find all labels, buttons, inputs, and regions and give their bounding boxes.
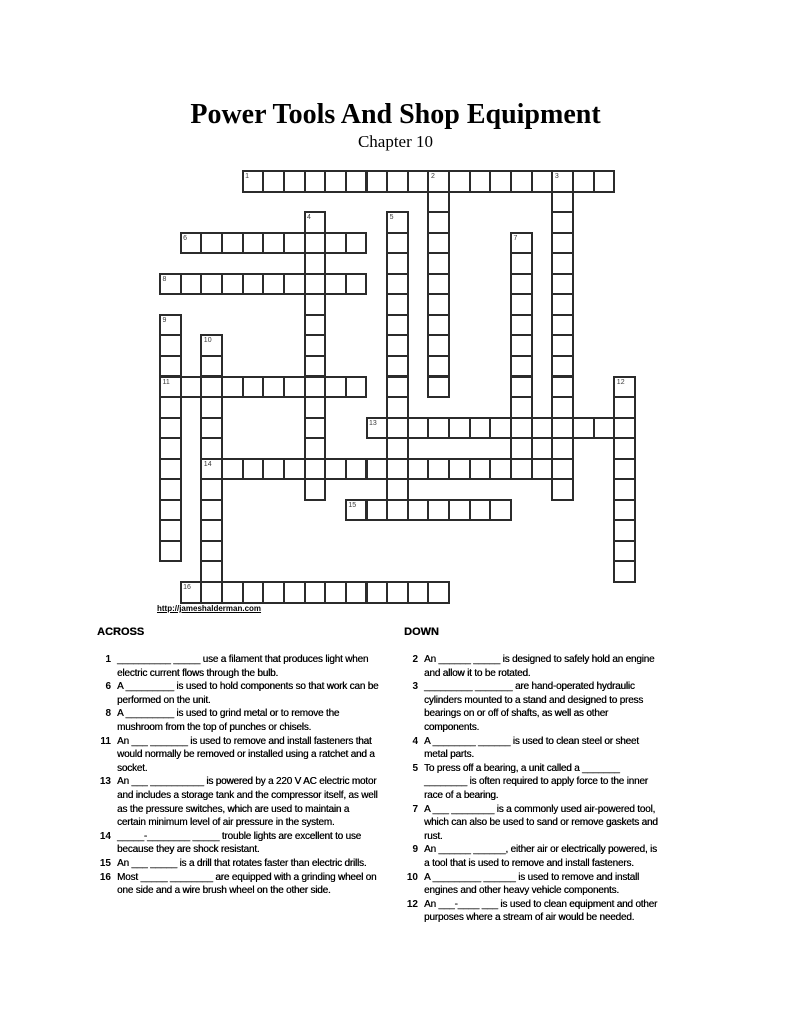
clue-item	[404, 871, 666, 898]
grid-cell	[613, 437, 636, 460]
across-section	[97, 626, 389, 898]
grid-cell	[386, 232, 409, 255]
grid-cell	[510, 376, 533, 399]
clue-item	[404, 735, 666, 762]
clue-text: Most _____ ________ are equipped with a grinding wheel on one side and a wire brush wheel on the other side.	[117, 871, 377, 897]
grid-cell	[386, 293, 409, 316]
grid-cell	[510, 273, 533, 296]
grid-cell	[448, 499, 471, 522]
grid-cell	[304, 437, 327, 460]
grid-cell	[427, 293, 450, 316]
grid-cell	[159, 458, 182, 481]
grid-cell	[489, 417, 512, 440]
grid-cell	[489, 499, 512, 522]
grid-cell	[324, 458, 347, 481]
clue-item	[97, 735, 389, 776]
grid-cell	[593, 170, 616, 193]
grid-cell	[427, 417, 450, 440]
grid-cell	[510, 417, 533, 440]
grid-cell	[551, 232, 574, 255]
grid-cell	[386, 273, 409, 296]
grid-cell	[304, 170, 327, 193]
grid-cell	[613, 540, 636, 563]
clue-item	[404, 653, 666, 680]
grid-cell	[551, 458, 574, 481]
grid-cell	[200, 273, 223, 296]
cell-number: 4	[307, 214, 311, 222]
clue-number: 8	[105, 708, 111, 720]
grid-cell	[551, 334, 574, 357]
grid-cell	[572, 417, 595, 440]
grid-cell	[407, 499, 430, 522]
grid-cell	[345, 232, 368, 255]
grid-cell	[200, 581, 223, 604]
grid-cell	[427, 211, 450, 234]
grid-cell	[324, 581, 347, 604]
grid-cell	[180, 376, 203, 399]
clue-text: An ___-____ ___ is used to clean equipment and other purposes where a stream of air would be needed.	[424, 898, 658, 924]
grid-cell	[180, 232, 203, 255]
grid-cell	[386, 334, 409, 357]
grid-cell	[407, 581, 430, 604]
clue-text: To press off a bearing, a unit called a _______ ________ is often required to apply force to the inner race of a bearing.	[424, 762, 648, 801]
grid-cell	[448, 170, 471, 193]
grid-cell	[304, 478, 327, 501]
grid-cell	[613, 458, 636, 481]
grid-cell	[304, 355, 327, 378]
cell-number: 5	[389, 214, 394, 222]
clue-item	[97, 871, 389, 898]
clue-item	[97, 857, 389, 871]
grid-cell	[221, 232, 244, 255]
grid-cell	[448, 458, 471, 481]
grid-cell	[200, 355, 223, 378]
grid-cell	[221, 376, 244, 399]
grid-cell	[200, 499, 223, 522]
grid-cell	[386, 478, 409, 501]
grid-cell	[551, 314, 574, 337]
clue-number: 6	[105, 681, 111, 693]
grid-cell	[304, 376, 327, 399]
grid-cell	[551, 170, 574, 193]
grid-cell	[386, 314, 409, 337]
grid-cell	[386, 211, 409, 234]
grid-cell	[386, 355, 409, 378]
down-clues-list	[404, 653, 666, 925]
grid-cell	[551, 478, 574, 501]
clue-number: 10	[406, 871, 418, 883]
grid-cell	[345, 581, 368, 604]
grid-cell	[366, 417, 389, 440]
grid-cell	[551, 191, 574, 214]
clue-text: A _________ is used to hold components so that work can be performed on the unit.	[117, 681, 379, 706]
grid-cell	[469, 417, 492, 440]
grid-cell	[510, 293, 533, 316]
grid-cell	[200, 417, 223, 440]
grid-cell	[304, 458, 327, 481]
grid-cell	[159, 314, 182, 337]
down-heading: DOWN	[404, 626, 439, 638]
grid-cell	[159, 519, 182, 542]
clue-number: 5	[412, 762, 418, 774]
clue-text: An ______ _____ is designed to safely hold an engine and allow it to be rotated.	[424, 654, 655, 679]
grid-cell	[262, 232, 285, 255]
clue-number: 7	[412, 803, 418, 815]
grid-cell	[345, 273, 368, 296]
source-link[interactable]: http://jameshalderman.com	[157, 604, 262, 613]
grid-cell	[324, 232, 347, 255]
grid-cell	[386, 437, 409, 460]
grid-cell	[427, 252, 450, 275]
cell-number: 16	[183, 584, 191, 591]
grid-cell	[200, 376, 223, 399]
clue-item	[404, 898, 666, 925]
grid-cell	[386, 396, 409, 419]
grid-cell	[159, 355, 182, 378]
cell-number: 9	[162, 316, 167, 324]
grid-cell	[613, 499, 636, 522]
clue-text: An ______ ______, either air or electrically powered, is a tool that is used to remove and install fasteners.	[424, 844, 657, 869]
grid-cell	[200, 396, 223, 419]
grid-cell	[531, 458, 554, 481]
grid-cell	[366, 581, 389, 604]
grid-cell	[304, 396, 327, 419]
grid-cell	[262, 376, 285, 399]
clue-number: 9	[412, 844, 418, 856]
cell-number: 7	[513, 234, 518, 242]
grid-cell	[159, 478, 182, 501]
grid-cell	[448, 417, 471, 440]
cell-number: 13	[369, 419, 377, 427]
clue-item	[404, 843, 666, 870]
grid-cell	[262, 458, 285, 481]
grid-cell	[469, 170, 492, 193]
grid-cell	[345, 458, 368, 481]
grid-cell	[366, 170, 389, 193]
grid-cell	[551, 211, 574, 234]
clue-item	[97, 707, 389, 734]
grid-cell	[427, 334, 450, 357]
page-title: Power Tools And Shop Equipment	[190, 99, 601, 130]
clue-number: 16	[99, 871, 111, 883]
cell-number: 3	[554, 173, 559, 180]
grid-cell	[159, 417, 182, 440]
grid-cell	[427, 170, 450, 193]
grid-cell	[489, 458, 512, 481]
grid-cell	[613, 478, 636, 501]
grid-cell	[551, 355, 574, 378]
cell-number: 8	[162, 275, 167, 283]
across-heading: ACROSS	[97, 626, 145, 638]
clue-text: A ________ ______ is used to clean steel or sheet metal parts.	[424, 735, 639, 761]
grid-cell	[159, 437, 182, 460]
grid-cell	[551, 417, 574, 440]
grid-cell	[613, 560, 636, 583]
grid-cell	[304, 211, 327, 234]
grid-cell	[386, 581, 409, 604]
grid-cell	[510, 355, 533, 378]
clue-item	[97, 830, 389, 857]
grid-cell	[200, 540, 223, 563]
clue-text: A _________ ______ is used to remove and install engines and other heavy vehicle components.	[424, 871, 640, 897]
cell-number: 12	[616, 378, 625, 386]
grid-cell	[221, 458, 244, 481]
grid-cell	[242, 458, 265, 481]
grid-cell	[283, 273, 306, 296]
clue-item	[97, 653, 389, 680]
grid-cell	[427, 273, 450, 296]
clue-text: An ___ _____ is a drill that rotates faster than electric drills.	[117, 857, 367, 869]
grid-cell	[242, 376, 265, 399]
grid-cell	[200, 560, 223, 583]
grid-cell	[159, 396, 182, 419]
grid-cell	[551, 437, 574, 460]
grid-cell	[200, 458, 223, 481]
grid-cell	[510, 170, 533, 193]
chapter-subtitle: Chapter 10	[357, 132, 434, 151]
grid-cell	[200, 334, 223, 357]
grid-cell	[613, 519, 636, 542]
grid-cell	[304, 417, 327, 440]
crossword-grid	[159, 170, 639, 606]
clue-item	[404, 680, 666, 734]
grid-cell	[469, 499, 492, 522]
grid-cell	[386, 499, 409, 522]
grid-cell	[345, 376, 368, 399]
grid-cell	[386, 458, 409, 481]
grid-cell	[551, 252, 574, 275]
grid-cell	[180, 273, 203, 296]
clue-text: An ___ __________ is powered by a 220 V AC electric motor and includes a storage tank and the compressor itself, as well as the pressure switches, which are used to maintain a certain minimum level of air pressure in the system.	[117, 776, 378, 829]
grid-cell	[304, 293, 327, 316]
grid-cell	[283, 581, 306, 604]
grid-cell	[613, 396, 636, 419]
grid-cell	[283, 376, 306, 399]
clue-item	[404, 762, 666, 803]
grid-cell	[304, 314, 327, 337]
grid-cell	[510, 396, 533, 419]
grid-cell	[407, 458, 430, 481]
clue-number: 14	[99, 830, 111, 842]
grid-cell	[304, 252, 327, 275]
grid-cell	[221, 273, 244, 296]
clue-number: 13	[99, 776, 111, 788]
grid-cell	[531, 170, 554, 193]
grid-cell	[469, 458, 492, 481]
grid-cell	[242, 273, 265, 296]
grid-cell	[551, 293, 574, 316]
grid-cell	[572, 170, 595, 193]
grid-cell	[159, 334, 182, 357]
grid-cell	[159, 376, 182, 399]
grid-cell	[510, 437, 533, 460]
grid-cell	[200, 437, 223, 460]
clue-text: __________ _____ use a filament that produces light when electric current flows through the bulb.	[117, 654, 369, 679]
clue-number: 3	[412, 681, 418, 693]
cell-number: 11	[162, 378, 170, 386]
down-section	[404, 626, 666, 925]
grid-cell	[613, 376, 636, 399]
grid-cell	[613, 417, 636, 440]
clue-number: 2	[412, 654, 418, 665]
grid-cell	[283, 458, 306, 481]
grid-cell	[427, 314, 450, 337]
grid-cell	[427, 581, 450, 604]
clue-text: _________ _______ are hand-operated hydraulic cylinders mounted to a stand and designed to press bearings on or off of shafts, as well as other components.	[424, 681, 644, 733]
grid-cell	[551, 273, 574, 296]
clue-item	[97, 680, 389, 707]
grid-cell	[324, 376, 347, 399]
grid-cell	[510, 458, 533, 481]
grid-cell	[324, 170, 347, 193]
clue-number: 11	[100, 735, 111, 747]
grid-cell	[386, 252, 409, 275]
clue-text: A ___ ________ is a commonly used air-powered tool, which can also be used to sand or remove gaskets and rust.	[424, 803, 658, 842]
grid-cell	[427, 355, 450, 378]
grid-cell	[200, 478, 223, 501]
grid-cell	[345, 170, 368, 193]
grid-cell	[386, 170, 409, 193]
grid-cell	[510, 334, 533, 357]
clue-number: 15	[99, 857, 111, 869]
grid-cell	[551, 396, 574, 419]
grid-cell	[427, 499, 450, 522]
grid-cell	[407, 417, 430, 440]
grid-cell	[200, 232, 223, 255]
grid-cell	[427, 458, 450, 481]
clue-item	[404, 803, 666, 844]
cell-number: 14	[203, 460, 212, 468]
clue-item	[97, 775, 389, 829]
clue-text: An ___ _______ is used to remove and install fasteners that would normally be removed or installed using a ratchet and a socket.	[117, 735, 375, 774]
grid-cell	[242, 170, 265, 193]
clue-number: 12	[406, 898, 418, 910]
grid-cell	[510, 232, 533, 255]
grid-cell	[262, 170, 285, 193]
cell-number: 10	[203, 337, 212, 345]
grid-cell	[324, 273, 347, 296]
grid-cell	[304, 273, 327, 296]
grid-cell	[304, 334, 327, 357]
grid-cell	[407, 170, 430, 193]
grid-cell	[262, 273, 285, 296]
cell-number: 15	[348, 501, 357, 509]
clue-text: A _________ is used to grind metal or to remove the mushroom from the top of punches or chisels.	[117, 708, 340, 733]
grid-cell	[386, 376, 409, 399]
grid-cell	[345, 499, 368, 522]
grid-cell	[386, 417, 409, 440]
grid-cell	[159, 499, 182, 522]
grid-cell	[200, 519, 223, 542]
grid-cell	[551, 376, 574, 399]
grid-cell	[159, 540, 182, 563]
cell-number: 1	[245, 173, 249, 180]
grid-cell	[593, 417, 616, 440]
grid-cell	[221, 581, 244, 604]
grid-cell	[242, 581, 265, 604]
grid-cell	[366, 458, 389, 481]
clue-number: 4	[412, 735, 418, 747]
grid-cell	[159, 273, 182, 296]
grid-cell	[180, 581, 203, 604]
grid-cell	[427, 232, 450, 255]
cell-number: 6	[183, 234, 188, 242]
clue-text: _____-________ _____ trouble lights are excellent to use because they are shock resistant.	[117, 830, 361, 856]
grid-cell	[366, 499, 389, 522]
grid-cell	[242, 232, 265, 255]
clue-number: 1	[105, 654, 111, 665]
grid-cell	[262, 581, 285, 604]
cell-number: 2	[430, 173, 435, 180]
grid-cell	[304, 581, 327, 604]
grid-cell	[304, 232, 327, 255]
grid-cell	[427, 191, 450, 214]
grid-cell	[510, 252, 533, 275]
grid-cell	[283, 232, 306, 255]
grid-cell	[489, 170, 512, 193]
grid-cell	[531, 417, 554, 440]
across-clues-list	[97, 653, 389, 898]
grid-cell	[283, 170, 306, 193]
grid-cell	[427, 376, 450, 399]
grid-cell	[510, 314, 533, 337]
